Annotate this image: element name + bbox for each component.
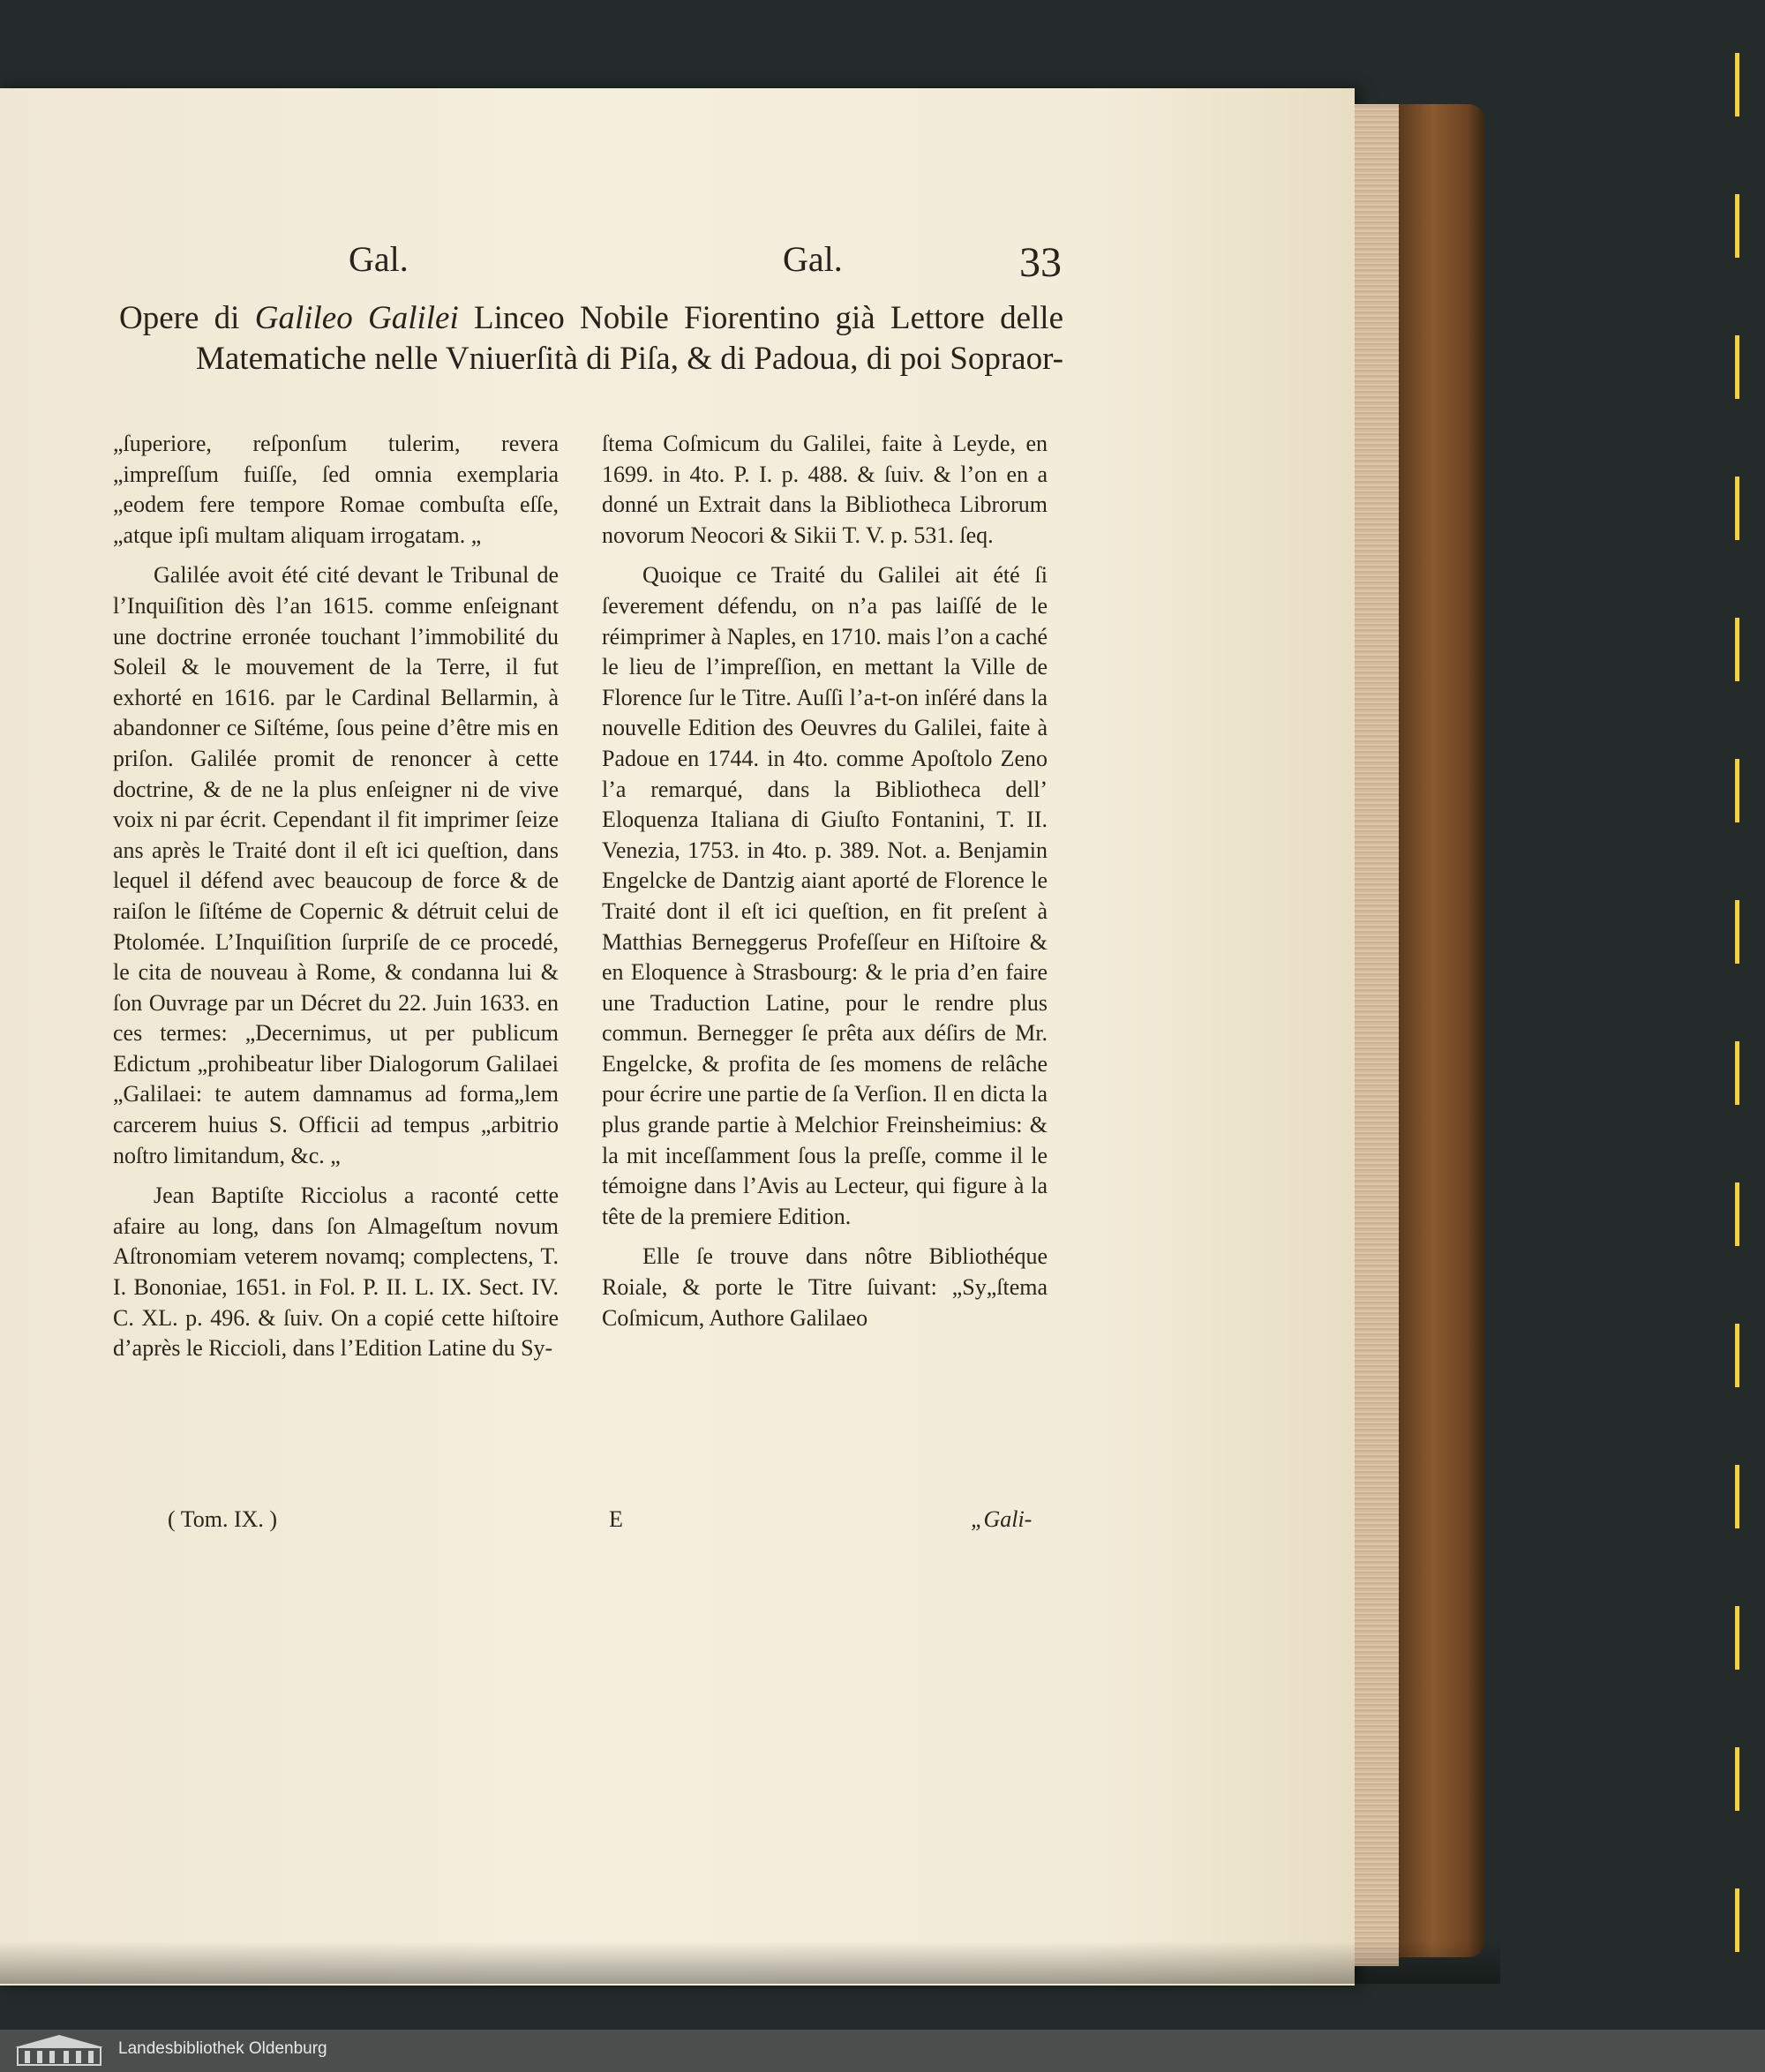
left-column [113, 429, 559, 1364]
title-text-rest: Linceo Nobile Fiorentino già Lettore delle Matematiche nelle Vniuerſità di Piſa, & di Padoua, di poi Sopraor- [196, 300, 1063, 377]
title-author: Galileo Galilei [254, 300, 459, 336]
running-head-left: Gal. [349, 239, 409, 279]
catchword: „Gali- [971, 1506, 1033, 1532]
running-head-center: Gal. [783, 239, 843, 279]
paragraph-traite: Quoique ce Traité du Galilei ait été ſi ſeverement défendu, on n’a pas laiſſé de le réimprimer à Naples, en 1710. mais l’on a caché le lieu de l’impreſſion, en mettant la Ville de Florence ſur le Titre. Auſſi l’a-t-on inſéré dans la nouvelle Edition des Oeuvres du Galilei, faite à Padoue en 1744. in 4to. comme Apoſtolo Zeno l’a remarqué, dans la Bibliotheca dell’ Eloquenza Italiana di Giuſto Fontanini, T. II. Venezia, 1753. in 4to. p. 389. Not. a. Benjamin Engelcke de Dantzig aiant aporté de Florence le Traité dont il eſt ici queſtion, en fit preſent à Matthias Berneggerus Profeſſeur en Hiſtoire & en Eloquence à Strasbourg: & le pria d’en faire une Traduction Latine, pour le rendre plus commun. Bernegger ſe prêta aux déſirs de Mr. Engelcke, & profita de ſes momens de relâche pour écrire une partie de ſa Verſion. Il en dicta la plus grande partie à Melchior Freinsheimius: & la mit inceſſamment ſous la preſſe, comme il le témoigne dans l’Avis au Lecteur, qui figure à la tête de la premiere Edition. [602, 562, 1048, 1229]
page-edges [1355, 104, 1399, 1966]
paragraph-galilee: Galilée avoit été cité devant le Tribunal de l’Inquiſition dès l’an 1615. comme enſeignant une doctrine erronée touchant l’immobilité du Soleil & le mouvement de la Terre, il fut exhorté en 1616. par le Cardinal Bellarmin, à abandonner ce Siſtéme, ſous peine d’être mis en priſon. Galilée promit de renoncer à cette doctrine, & de ne la plus enſeigner ni de vive voix ni par écrit. Cependant il fit imprimer ſeize ans après le Traité dont il eſt ici queſtion, dans lequel il défend avec beaucoup de force & de raiſon le ſiſtéme de Copernic & détruit celui de Ptolomée. L’Inquiſition ſurpriſe de ce procedé, le cita de nouveau à Rome, & condanna lui & ſon Ouvrage par un Décret du 22. Juin 1633. en ces termes: „Decernimus, ut per publicum Edictum „prohibeatur liber Dialogorum Galilaei „Galilaei: te autem damnamus ad forma„lem carcerem huius S. Officii ad tempus „arbitrio noſtro limitandum, &c. „ [113, 562, 559, 1168]
book-cover [1399, 104, 1484, 1957]
signature-mark: E [609, 1506, 623, 1532]
volume-marker: ( Tom. IX. ) [168, 1506, 278, 1532]
paragraph-systema: ſtema Coſmicum du Galilei, faite à Leyde, en 1699. in 4to. P. I. p. 488. & ſuiv. & l’on en a donné un Extrait dans la Bibliotheca Librorum novorum Neocori & Sikii T. V. p. 531. ſeq. [602, 431, 1048, 548]
color-ruler [1728, 35, 1754, 1977]
quote-continuation: „ſuperiore, reſponſum tulerim, revera „impreſſum fuiſſe, ſed omnia exemplaria „eodem fere tempore Romae combuſta eſſe, „atque ipſi multam aliquam irrogatam. „ [113, 431, 559, 548]
library-building-icon [11, 2033, 108, 2067]
right-column [602, 429, 1048, 1333]
page-number: 33 [1019, 239, 1062, 286]
paragraph-ricciolus: Jean Baptiſte Ricciolus a raconté cette afaire au long, dans ſon Almageſtum novum Aſtronomiam veterem novamq; complectens, T. I. Bononiae, 1651. in Fol. P. II. L. IX. Sect. IV. C. XL. p. 496. & ſuiv. On a copié cette hiſtoire d’après le Riccioli, dans l’Edition Latine du Sy- [113, 1182, 559, 1362]
page-shadow [0, 1941, 1500, 1984]
paragraph-bibliotheque: Elle ſe trouve dans nôtre Bibliothéque Roiale, & porte le Titre ſuivant: „Sy„ſtema Coſmicum, Authore Galilaeo [602, 1243, 1048, 1331]
library-name: Landesbibliothek Oldenburg [118, 2039, 327, 2058]
book-title-entry [119, 298, 1063, 379]
library-watermark-bar [0, 2030, 1765, 2072]
title-text: Opere di [119, 300, 255, 336]
